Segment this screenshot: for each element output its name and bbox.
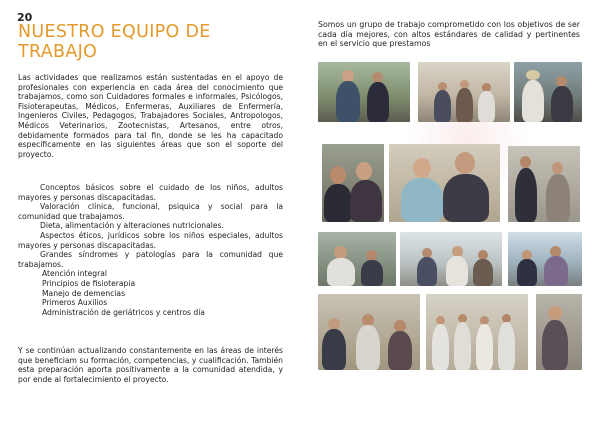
area-item: Aspectos éticos, jurídicos sobre los niños especiales, adultos mayores y personas discapacitadas. <box>18 230 283 250</box>
intro-paragraph <box>18 73 283 159</box>
team-photo <box>426 294 528 370</box>
list-item: Manejo de demencias <box>42 288 126 298</box>
paragraph-1: Las actividades que realizamos están sustentadas en el apoyo de profesionales con experiencia en cada área del conocimiento que trabajamos, como son Cuidadores formales e informales, Psicólogos, Fisioterapeutas, Médicos, Enfermeras, Auxiliares de Enfermería, Ingenieros Civiles, Pedagogos, Trabajadores Sociales, Antropologos, Médicos Veterinarios, Zootecnistas, Artesanos, entre otros, debidamente formados para tal fin, donde se les ha capacitado específicamente en las siguientes áreas que son el soporte del proyecto. <box>18 73 283 159</box>
team-photo <box>418 62 510 122</box>
team-photo <box>318 294 420 370</box>
training-areas <box>18 183 283 317</box>
page-title: NUESTRO EQUIPO DE TRABAJO <box>18 22 211 62</box>
closing-paragraph: Y se continúan actualizando constantemente en las áreas de interés que beneficiam su formación, competencias, y cualificación. También esta preparación aporta positivamente a la comunidad atendida, y por ende al fortalecimiento el proyecto. <box>18 346 283 384</box>
area-item: Grandes síndromes y patologías para la comunidad que trabajamos. <box>18 250 283 269</box>
team-photo <box>318 62 410 122</box>
area-item: Dieta, alimentación y alteraciones nutricionales. <box>40 221 224 231</box>
list-item: Administración de geriátricos y centros día <box>42 307 205 317</box>
team-photo <box>508 232 582 286</box>
area-item: Conceptos básicos sobre el cuidado de los niños, adultos mayores y personas discapacitadas. <box>18 183 283 202</box>
team-photo <box>389 144 500 222</box>
team-intro: Somos un grupo de trabajo comprometido con los objetivos de ser cada día mejores, con altos estándares de calidad y pertinentes en el servicio que prestamos <box>318 20 580 49</box>
list-item: Principios de fisioterapia <box>42 278 136 288</box>
page-number: 20 <box>17 11 33 24</box>
area-item: Valoración clínica, funcional, psiquica y social para la comunidad que trabajamos. <box>18 202 283 221</box>
team-photo <box>400 232 502 286</box>
team-photo <box>536 294 582 370</box>
list-item: Atención integral <box>42 269 107 279</box>
list-item: Primeros Auxilios <box>42 298 108 308</box>
team-photo <box>318 232 396 286</box>
team-photo <box>322 144 384 222</box>
team-photo <box>508 146 580 222</box>
team-photo <box>514 62 582 122</box>
